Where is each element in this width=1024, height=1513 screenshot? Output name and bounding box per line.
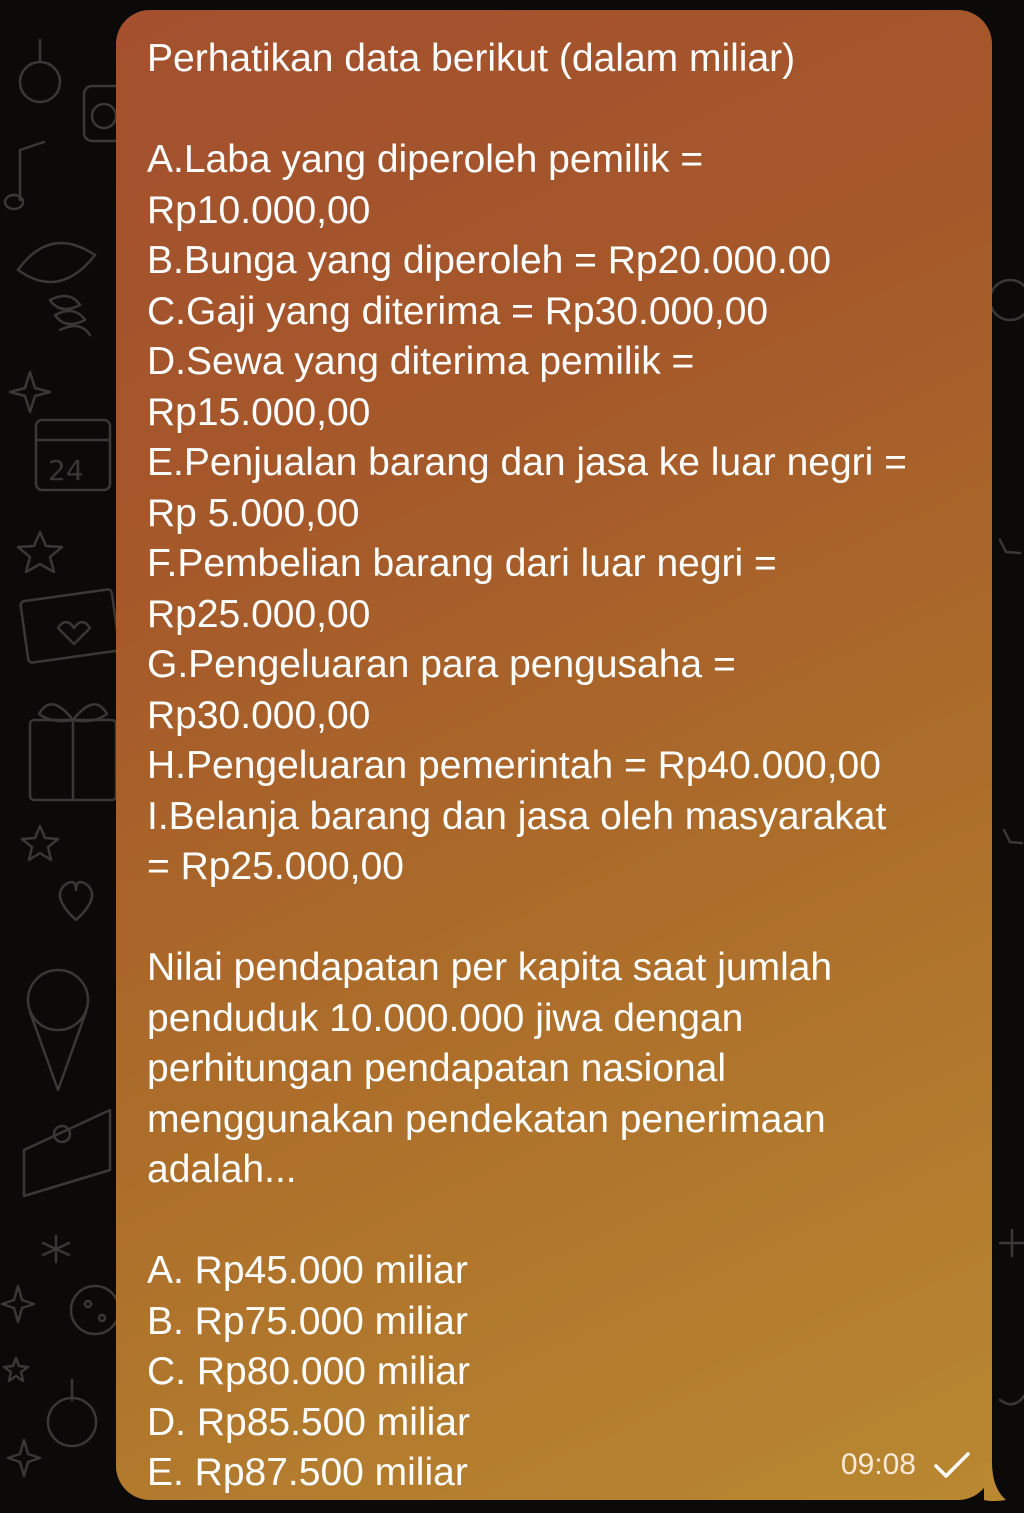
data-line: Rp10.000,00 [147, 188, 371, 232]
sparkle-small-icon [2, 1286, 34, 1322]
data-line: A.Laba yang diperoleh pemilik = [147, 138, 704, 181]
gift-icon [30, 704, 116, 800]
bauble-icon [48, 1380, 96, 1446]
right-edge-doodles [990, 280, 1024, 1404]
data-line: = Rp25.000,00 [147, 845, 404, 888]
data-line: H.Pengeluaran pemerintah = Rp40.000,00 [147, 744, 881, 787]
data-line: D.Sewa yang diterima pemilik = [147, 340, 695, 383]
message-time: 09:08 [840, 1447, 916, 1481]
message-meta [841, 1440, 972, 1491]
data-line: Rp30.000,00 [147, 693, 371, 737]
data-line: Rp25.000,00 [147, 592, 371, 636]
sparkle-icon [10, 372, 50, 412]
envelope-heart-icon [20, 589, 120, 663]
paragraph-gap [147, 1196, 952, 1247]
cake-slice-icon [24, 1110, 110, 1196]
question-line: adalah... [147, 1148, 297, 1191]
ice-cream-icon [28, 970, 88, 1090]
music-note-icon [5, 142, 44, 209]
svg-text:24: 24 [48, 454, 84, 487]
question-text [147, 943, 952, 1196]
option-c: C. Rp80.000 miliar [147, 1350, 470, 1393]
data-line: Rp15.000,00 [147, 390, 371, 434]
single-check-icon [932, 1450, 972, 1480]
ornament-icon [20, 40, 60, 102]
spring-icon [50, 296, 90, 335]
option-e: E. Rp87.500 miliar [147, 1451, 468, 1494]
leaf-icon [18, 243, 95, 282]
question-line: penduduk 10.000.000 jiwa dengan [147, 996, 744, 1040]
star-outline-icon [22, 826, 58, 860]
paragraph-gap [147, 85, 952, 136]
data-line: E.Penjualan barang dan jasa ke luar negri = [147, 441, 907, 484]
option-b: B. Rp75.000 miliar [147, 1299, 468, 1343]
data-line: B.Bunga yang diperoleh = Rp20.000.00 [147, 239, 832, 282]
snowflake-icon [43, 1236, 69, 1262]
heart-icon [60, 882, 92, 920]
intro-text: Perhatikan data berikut (dalam miliar) [147, 37, 796, 80]
data-line: G.Pengeluaran para pengusaha = [147, 643, 736, 686]
data-line: F.Pembelian barang dari luar negri = [147, 542, 777, 585]
option-a: A. Rp45.000 miliar [147, 1249, 468, 1292]
star-icon [18, 532, 62, 572]
question-line: Nilai pendapatan per kapita saat jumlah [147, 946, 833, 989]
cookie-icon [71, 1286, 119, 1334]
bubble-tail [984, 1462, 1024, 1502]
question-line: menggunakan pendekatan penerimaan [147, 1097, 826, 1141]
data-line: Rp 5.000,00 [147, 491, 360, 535]
calendar-icon [36, 420, 110, 490]
data-line: I.Belanja barang dan jasa oleh masyarakat [147, 794, 887, 838]
question-line: perhitungan pendapatan nasional [147, 1047, 727, 1090]
answer-options [147, 1246, 952, 1499]
star-small-icon [4, 1358, 28, 1381]
paragraph-gap [147, 893, 952, 944]
data-line: C.Gaji yang diterima = Rp30.000,00 [147, 289, 769, 333]
sparkle-bottom-icon [8, 1440, 40, 1476]
message-bubble[interactable] [116, 10, 992, 1500]
data-list [147, 135, 952, 893]
option-d: D. Rp85.500 miliar [147, 1400, 470, 1444]
